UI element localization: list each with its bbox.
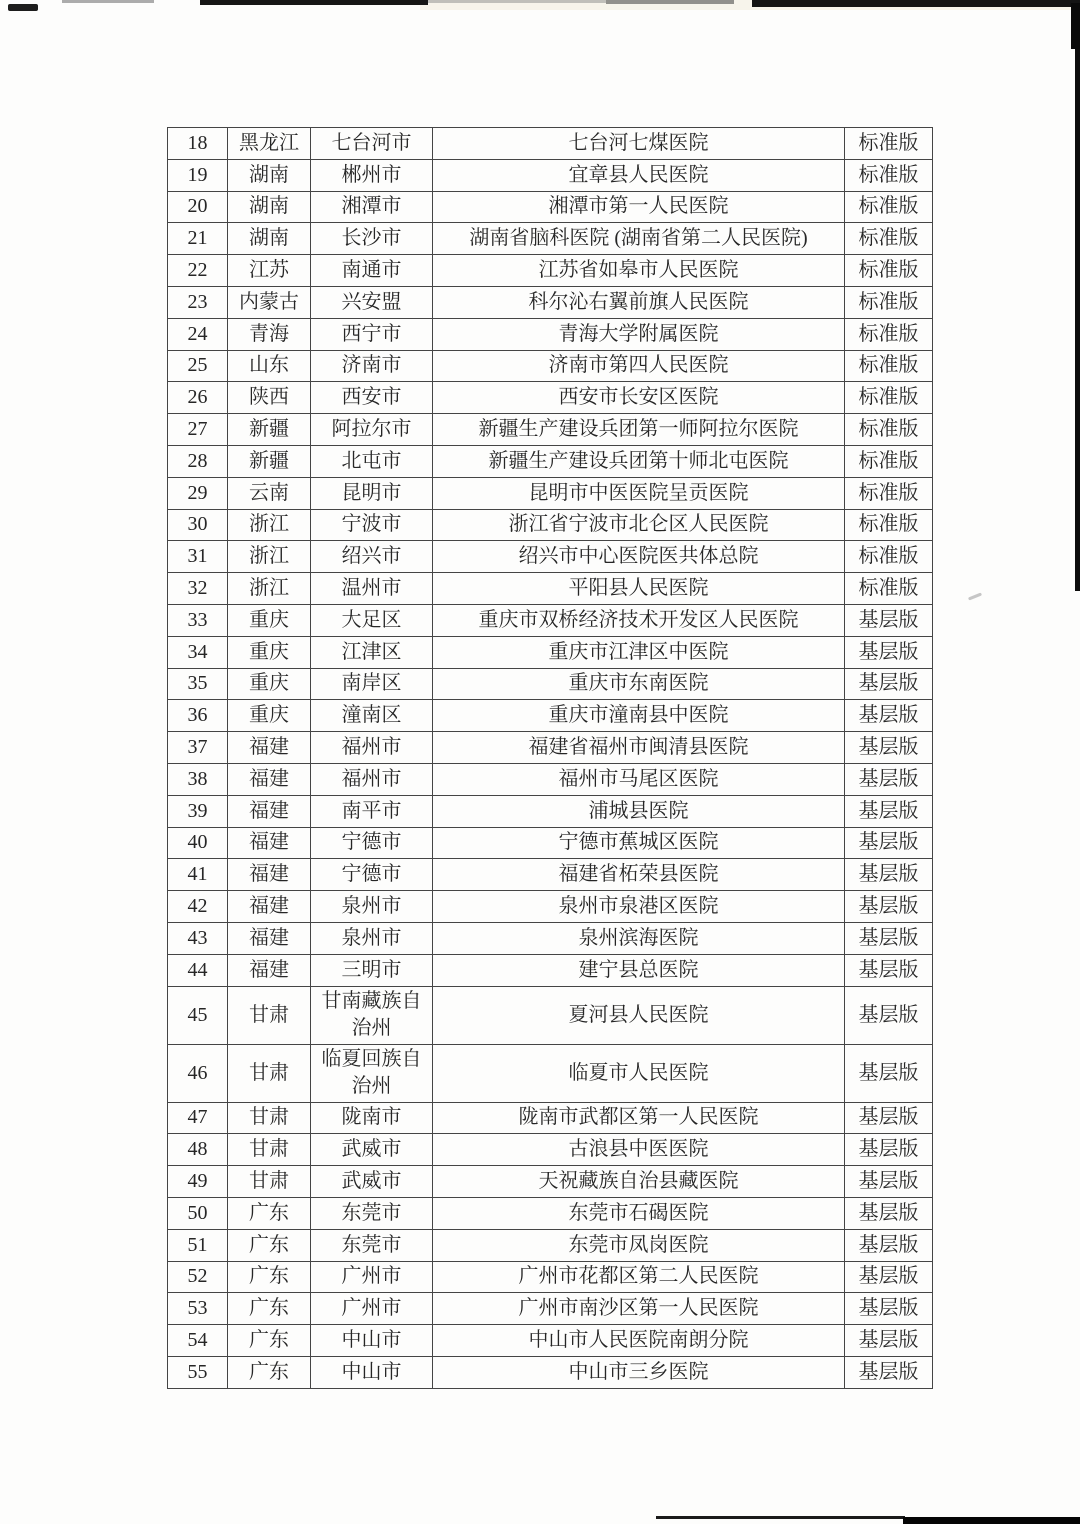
cell-hospital: 新疆生产建设兵团第十师北屯医院 (433, 445, 845, 477)
cell-no: 51 (168, 1229, 228, 1261)
cell-version: 基层版 (845, 1229, 933, 1261)
cell-version: 标准版 (845, 382, 933, 414)
table-row (168, 1197, 933, 1229)
scan-artifact-top-edge (606, 0, 734, 4)
cell-city: 福州市 (311, 763, 433, 795)
cell-city: 兴安盟 (311, 286, 433, 318)
cell-city: 南平市 (311, 795, 433, 827)
table-row (168, 604, 933, 636)
cell-province: 甘肃 (228, 1102, 311, 1134)
cell-version: 基层版 (845, 795, 933, 827)
cell-province: 广东 (228, 1197, 311, 1229)
cell-version: 基层版 (845, 700, 933, 732)
cell-hospital: 宜章县人民医院 (433, 159, 845, 191)
cell-city: 甘南藏族自治州 (311, 986, 433, 1044)
cell-version: 标准版 (845, 509, 933, 541)
cell-no: 53 (168, 1293, 228, 1325)
table-row (168, 1044, 933, 1102)
cell-province: 甘肃 (228, 1044, 311, 1102)
table-row (168, 350, 933, 382)
table-row (168, 223, 933, 255)
cell-version: 基层版 (845, 827, 933, 859)
scan-artifact-bottom-line (903, 1517, 1080, 1524)
cell-no: 55 (168, 1356, 228, 1388)
cell-city: 北屯市 (311, 445, 433, 477)
cell-hospital: 福建省柘荣县医院 (433, 859, 845, 891)
table-row (168, 1166, 933, 1198)
cell-city: 西安市 (311, 382, 433, 414)
cell-province: 福建 (228, 954, 311, 986)
cell-hospital: 东莞市石碣医院 (433, 1197, 845, 1229)
scan-artifact-smudge (968, 592, 982, 600)
cell-version: 基层版 (845, 891, 933, 923)
cell-version: 基层版 (845, 986, 933, 1044)
scan-artifact-right-blob (1071, 3, 1080, 49)
cell-province: 福建 (228, 922, 311, 954)
cell-no: 40 (168, 827, 228, 859)
cell-version: 基层版 (845, 1166, 933, 1198)
cell-province: 福建 (228, 827, 311, 859)
cell-province: 重庆 (228, 668, 311, 700)
cell-city: 东莞市 (311, 1197, 433, 1229)
cell-no: 39 (168, 795, 228, 827)
cell-version: 基层版 (845, 636, 933, 668)
cell-version: 基层版 (845, 922, 933, 954)
cell-province: 甘肃 (228, 1166, 311, 1198)
cell-version: 基层版 (845, 668, 933, 700)
cell-no: 19 (168, 159, 228, 191)
cell-city: 绍兴市 (311, 541, 433, 573)
cell-hospital: 重庆市江津区中医院 (433, 636, 845, 668)
table-row (168, 1229, 933, 1261)
scan-artifact-bottom-line (656, 1516, 905, 1519)
cell-version: 标准版 (845, 541, 933, 573)
cell-city: 大足区 (311, 604, 433, 636)
cell-no: 35 (168, 668, 228, 700)
cell-hospital: 江苏省如皋市人民医院 (433, 255, 845, 287)
table-row (168, 732, 933, 764)
cell-province: 湖南 (228, 191, 311, 223)
cell-no: 33 (168, 604, 228, 636)
cell-city: 江津区 (311, 636, 433, 668)
table-row (168, 382, 933, 414)
cell-version: 基层版 (845, 1325, 933, 1357)
cell-no: 42 (168, 891, 228, 923)
table-row (168, 573, 933, 605)
cell-province: 新疆 (228, 445, 311, 477)
scan-artifact-top-edge (200, 0, 428, 5)
cell-province: 陕西 (228, 382, 311, 414)
table-row (168, 159, 933, 191)
table-row (168, 1356, 933, 1388)
cell-province: 湖南 (228, 159, 311, 191)
cell-version: 基层版 (845, 859, 933, 891)
cell-province: 湖南 (228, 223, 311, 255)
cell-hospital: 中山市三乡医院 (433, 1356, 845, 1388)
cell-no: 18 (168, 128, 228, 160)
cell-hospital: 福州市马尾区医院 (433, 763, 845, 795)
cell-no: 26 (168, 382, 228, 414)
cell-hospital: 福建省福州市闽清县医院 (433, 732, 845, 764)
cell-city: 中山市 (311, 1356, 433, 1388)
cell-version: 基层版 (845, 1356, 933, 1388)
cell-no: 30 (168, 509, 228, 541)
cell-hospital: 昆明市中医医院呈贡医院 (433, 477, 845, 509)
cell-city: 湘潭市 (311, 191, 433, 223)
cell-province: 广东 (228, 1293, 311, 1325)
table-row (168, 286, 933, 318)
table-row (168, 1293, 933, 1325)
cell-no: 38 (168, 763, 228, 795)
cell-city: 长沙市 (311, 223, 433, 255)
table-row (168, 859, 933, 891)
table-row (168, 541, 933, 573)
cell-version: 基层版 (845, 1197, 933, 1229)
cell-hospital: 临夏市人民医院 (433, 1044, 845, 1102)
cell-hospital: 青海大学附属医院 (433, 318, 845, 350)
cell-province: 福建 (228, 859, 311, 891)
cell-version: 基层版 (845, 954, 933, 986)
cell-city: 中山市 (311, 1325, 433, 1357)
cell-version: 标准版 (845, 318, 933, 350)
cell-province: 福建 (228, 763, 311, 795)
cell-city: 东莞市 (311, 1229, 433, 1261)
cell-city: 广州市 (311, 1293, 433, 1325)
cell-hospital: 夏河县人民医院 (433, 986, 845, 1044)
cell-city: 温州市 (311, 573, 433, 605)
cell-no: 47 (168, 1102, 228, 1134)
cell-hospital: 中山市人民医院南朗分院 (433, 1325, 845, 1357)
table-row (168, 509, 933, 541)
cell-province: 重庆 (228, 700, 311, 732)
table-row (168, 318, 933, 350)
cell-no: 27 (168, 414, 228, 446)
cell-version: 基层版 (845, 763, 933, 795)
table-row (168, 1102, 933, 1134)
cell-hospital: 科尔沁右翼前旗人民医院 (433, 286, 845, 318)
table-row (168, 255, 933, 287)
cell-version: 标准版 (845, 223, 933, 255)
table-row (168, 954, 933, 986)
cell-no: 45 (168, 986, 228, 1044)
table-row (168, 668, 933, 700)
cell-city: 宁波市 (311, 509, 433, 541)
cell-city: 宁德市 (311, 827, 433, 859)
scan-artifact-top-edge (752, 0, 1080, 7)
cell-hospital: 重庆市双桥经济技术开发区人民医院 (433, 604, 845, 636)
cell-version: 标准版 (845, 255, 933, 287)
cell-city: 郴州市 (311, 159, 433, 191)
cell-city: 福州市 (311, 732, 433, 764)
cell-no: 31 (168, 541, 228, 573)
cell-no: 23 (168, 286, 228, 318)
table-row (168, 795, 933, 827)
table-row (168, 128, 933, 160)
cell-province: 福建 (228, 891, 311, 923)
cell-city: 西宁市 (311, 318, 433, 350)
cell-hospital: 平阳县人民医院 (433, 573, 845, 605)
cell-hospital: 西安市长安区医院 (433, 382, 845, 414)
cell-version: 基层版 (845, 732, 933, 764)
table-row (168, 700, 933, 732)
cell-no: 29 (168, 477, 228, 509)
cell-province: 福建 (228, 732, 311, 764)
cell-hospital: 广州市花都区第二人民医院 (433, 1261, 845, 1293)
cell-province: 浙江 (228, 541, 311, 573)
cell-version: 基层版 (845, 604, 933, 636)
cell-hospital: 重庆市潼南县中医院 (433, 700, 845, 732)
cell-version: 标准版 (845, 159, 933, 191)
cell-province: 福建 (228, 795, 311, 827)
cell-province: 广东 (228, 1229, 311, 1261)
scan-artifact-top-edge (428, 0, 606, 3)
cell-version: 标准版 (845, 191, 933, 223)
cell-hospital: 陇南市武都区第一人民医院 (433, 1102, 845, 1134)
cell-province: 广东 (228, 1325, 311, 1357)
cell-hospital: 新疆生产建设兵团第一师阿拉尔医院 (433, 414, 845, 446)
cell-hospital: 古浪县中医医院 (433, 1134, 845, 1166)
cell-version: 标准版 (845, 573, 933, 605)
cell-version: 基层版 (845, 1102, 933, 1134)
table-row (168, 1261, 933, 1293)
cell-version: 标准版 (845, 286, 933, 318)
cell-no: 28 (168, 445, 228, 477)
cell-city: 武威市 (311, 1134, 433, 1166)
cell-version: 基层版 (845, 1044, 933, 1102)
table-row (168, 414, 933, 446)
table-row (168, 636, 933, 668)
cell-no: 49 (168, 1166, 228, 1198)
cell-province: 青海 (228, 318, 311, 350)
cell-city: 南通市 (311, 255, 433, 287)
hospital-list-table (167, 127, 933, 1389)
cell-no: 22 (168, 255, 228, 287)
cell-city: 宁德市 (311, 859, 433, 891)
scan-artifact-top-tint (420, 0, 1080, 10)
cell-province: 广东 (228, 1261, 311, 1293)
cell-city: 武威市 (311, 1166, 433, 1198)
cell-no: 37 (168, 732, 228, 764)
cell-version: 基层版 (845, 1134, 933, 1166)
cell-hospital: 宁德市蕉城区医院 (433, 827, 845, 859)
cell-hospital: 绍兴市中心医院医共体总院 (433, 541, 845, 573)
cell-hospital: 泉州市泉港区医院 (433, 891, 845, 923)
cell-no: 43 (168, 922, 228, 954)
cell-no: 54 (168, 1325, 228, 1357)
table-row (168, 445, 933, 477)
cell-city: 三明市 (311, 954, 433, 986)
table-row (168, 763, 933, 795)
cell-province: 山东 (228, 350, 311, 382)
cell-city: 广州市 (311, 1261, 433, 1293)
cell-hospital: 重庆市东南医院 (433, 668, 845, 700)
table-row (168, 827, 933, 859)
cell-version: 基层版 (845, 1293, 933, 1325)
cell-province: 广东 (228, 1356, 311, 1388)
cell-version: 基层版 (845, 1261, 933, 1293)
cell-province: 浙江 (228, 509, 311, 541)
table-row (168, 191, 933, 223)
cell-no: 44 (168, 954, 228, 986)
cell-hospital: 湖南省脑科医院 (湖南省第二人民医院) (433, 223, 845, 255)
cell-no: 41 (168, 859, 228, 891)
cell-province: 浙江 (228, 573, 311, 605)
cell-city: 阿拉尔市 (311, 414, 433, 446)
scan-artifact-top-edge (62, 0, 154, 3)
cell-version: 标准版 (845, 445, 933, 477)
cell-province: 云南 (228, 477, 311, 509)
table-row (168, 922, 933, 954)
cell-hospital: 济南市第四人民医院 (433, 350, 845, 382)
cell-hospital: 七台河七煤医院 (433, 128, 845, 160)
cell-province: 江苏 (228, 255, 311, 287)
cell-city: 陇南市 (311, 1102, 433, 1134)
cell-version: 标准版 (845, 414, 933, 446)
scan-artifact-right-stripe (1075, 3, 1080, 591)
cell-no: 46 (168, 1044, 228, 1102)
cell-no: 25 (168, 350, 228, 382)
cell-hospital: 东莞市凤岗医院 (433, 1229, 845, 1261)
cell-province: 黑龙江 (228, 128, 311, 160)
cell-version: 标准版 (845, 128, 933, 160)
cell-no: 36 (168, 700, 228, 732)
table-row (168, 477, 933, 509)
cell-hospital: 浙江省宁波市北仑区人民医院 (433, 509, 845, 541)
scan-artifact-topleft-blotch (8, 4, 38, 11)
cell-city: 潼南区 (311, 700, 433, 732)
cell-city: 南岸区 (311, 668, 433, 700)
table-row (168, 891, 933, 923)
cell-province: 甘肃 (228, 986, 311, 1044)
cell-no: 21 (168, 223, 228, 255)
cell-city: 泉州市 (311, 922, 433, 954)
cell-city: 济南市 (311, 350, 433, 382)
cell-province: 甘肃 (228, 1134, 311, 1166)
table-row (168, 1325, 933, 1357)
cell-no: 24 (168, 318, 228, 350)
table-row (168, 986, 933, 1044)
cell-hospital: 建宁县总医院 (433, 954, 845, 986)
cell-province: 重庆 (228, 636, 311, 668)
cell-no: 52 (168, 1261, 228, 1293)
cell-no: 20 (168, 191, 228, 223)
cell-city: 昆明市 (311, 477, 433, 509)
cell-hospital: 广州市南沙区第一人民医院 (433, 1293, 845, 1325)
cell-no: 32 (168, 573, 228, 605)
cell-no: 48 (168, 1134, 228, 1166)
cell-city: 泉州市 (311, 891, 433, 923)
cell-city: 临夏回族自治州 (311, 1044, 433, 1102)
cell-no: 34 (168, 636, 228, 668)
cell-hospital: 天祝藏族自治县藏医院 (433, 1166, 845, 1198)
cell-version: 标准版 (845, 350, 933, 382)
cell-city: 七台河市 (311, 128, 433, 160)
table-row (168, 1134, 933, 1166)
cell-version: 标准版 (845, 477, 933, 509)
cell-province: 重庆 (228, 604, 311, 636)
cell-no: 50 (168, 1197, 228, 1229)
cell-hospital: 湘潭市第一人民医院 (433, 191, 845, 223)
cell-province: 内蒙古 (228, 286, 311, 318)
cell-province: 新疆 (228, 414, 311, 446)
cell-hospital: 泉州滨海医院 (433, 922, 845, 954)
cell-hospital: 浦城县医院 (433, 795, 845, 827)
